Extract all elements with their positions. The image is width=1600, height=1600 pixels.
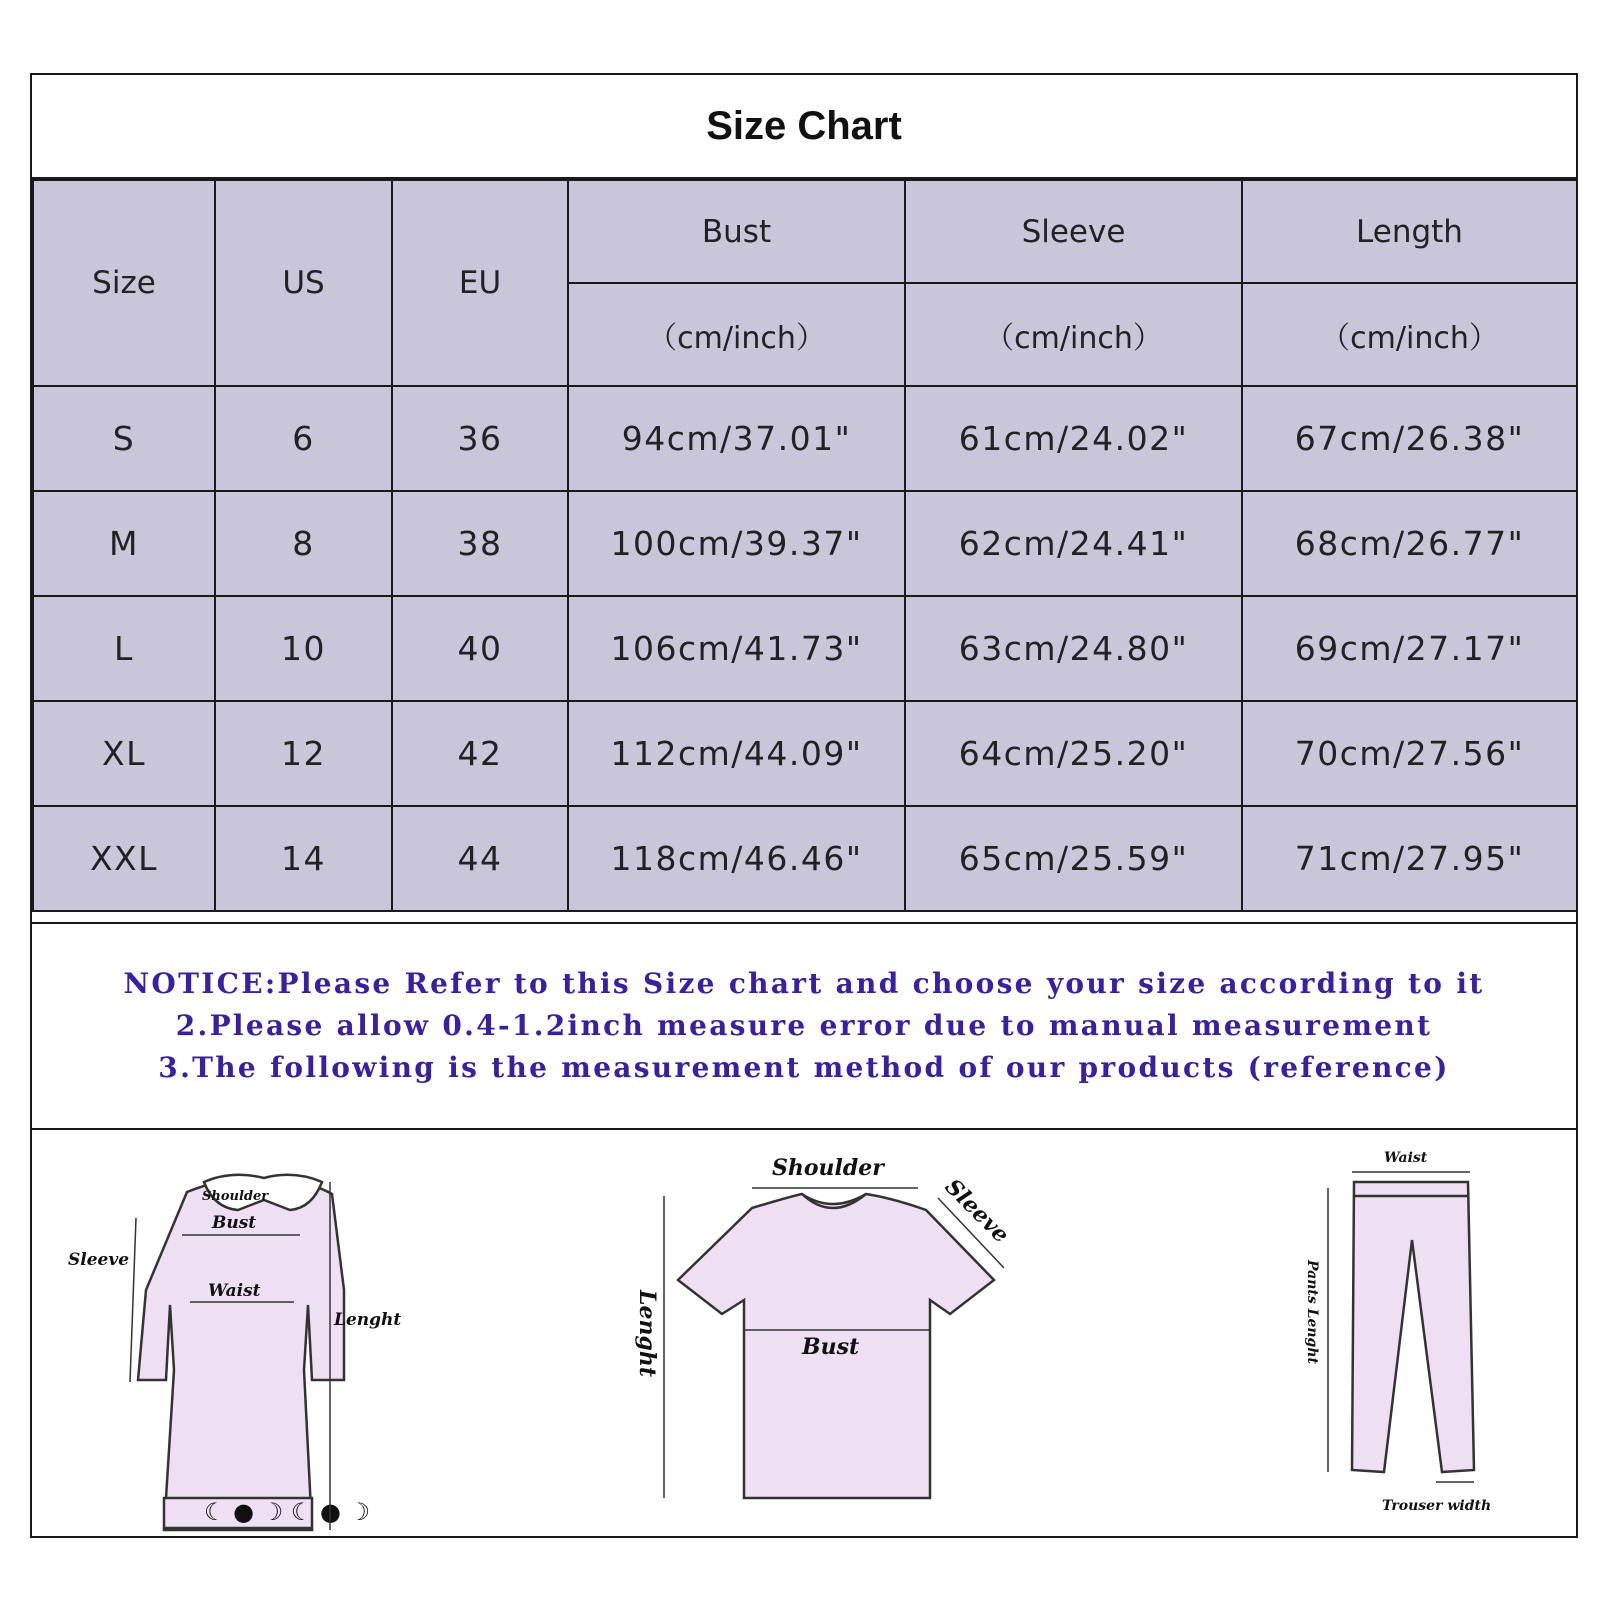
cell-length: 70cm/27.56": [1242, 701, 1577, 806]
size-table: [32, 179, 1578, 912]
cell-bust: 118cm/46.46": [568, 806, 905, 911]
notice-line-2: 2.Please allow 0.4-1.2inch measure error due to manual measurement: [175, 1009, 1433, 1042]
diagrams-svg: [32, 1130, 1576, 1538]
tshirt-bust-label: Bust: [802, 1334, 860, 1360]
cell-us: 6: [215, 386, 392, 491]
pants-width-label: Trouser width: [1382, 1498, 1492, 1514]
cell-bust: 100cm/39.37": [568, 491, 905, 596]
dress-hem-pattern: ☾ ● ☽ ☾ ● ☽: [204, 1498, 371, 1526]
dress-sleeve-line: [130, 1218, 136, 1382]
header-sleeve: Sleeve: [905, 180, 1242, 283]
dress-sleeve-label: Sleeve: [68, 1250, 130, 1270]
header-bust-unit: （cm/inch）: [568, 283, 905, 386]
table-row: [33, 491, 1577, 596]
table-row: [33, 386, 1577, 491]
dress-length-label: Lenght: [334, 1310, 402, 1330]
dress-shoulder-label: Shoulder: [202, 1189, 269, 1204]
measurement-diagrams: [32, 1130, 1576, 1538]
cell-size: L: [33, 596, 215, 701]
cell-us: 10: [215, 596, 392, 701]
pants-diagram: [1352, 1182, 1474, 1472]
cell-us: 14: [215, 806, 392, 911]
cell-length: 68cm/26.77": [1242, 491, 1577, 596]
cell-sleeve: 61cm/24.02": [905, 386, 1242, 491]
cell-sleeve: 65cm/25.59": [905, 806, 1242, 911]
cell-bust: 112cm/44.09": [568, 701, 905, 806]
cell-sleeve: 63cm/24.80": [905, 596, 1242, 701]
cell-size: XXL: [33, 806, 215, 911]
header-size: Size: [33, 180, 215, 386]
table-row: [33, 806, 1577, 911]
tshirt-sleeve-label: Sleeve: [939, 1173, 1015, 1249]
dress-bust-label: Bust: [212, 1213, 257, 1233]
cell-bust: 94cm/37.01": [568, 386, 905, 491]
dress-waist-label: Waist: [208, 1281, 261, 1301]
cell-length: 71cm/27.95": [1242, 806, 1577, 911]
cell-size: S: [33, 386, 215, 491]
cell-eu: 44: [392, 806, 568, 911]
cell-bust: 106cm/41.73": [568, 596, 905, 701]
pants-shape: [1352, 1182, 1474, 1472]
tshirt-length-label: Lenght: [634, 1290, 660, 1378]
header-length-unit: （cm/inch）: [1242, 283, 1577, 386]
header-length: Length: [1242, 180, 1577, 283]
notice-line-1: NOTICE:Please Refer to this Size chart and choose your size according to it: [123, 967, 1485, 1000]
page-title: Size Chart: [706, 103, 902, 148]
cell-size: M: [33, 491, 215, 596]
cell-length: 67cm/26.38": [1242, 386, 1577, 491]
cell-us: 12: [215, 701, 392, 806]
tshirt-shoulder-label: Shoulder: [772, 1155, 884, 1181]
cell-sleeve: 62cm/24.41": [905, 491, 1242, 596]
cell-us: 8: [215, 491, 392, 596]
size-chart-frame: [30, 73, 1578, 1538]
cell-eu: 42: [392, 701, 568, 806]
cell-length: 69cm/27.17": [1242, 596, 1577, 701]
header-us: US: [215, 180, 392, 386]
cell-sleeve: 64cm/25.20": [905, 701, 1242, 806]
table-row: [33, 596, 1577, 701]
cell-eu: 38: [392, 491, 568, 596]
cell-size: XL: [33, 701, 215, 806]
header-eu: EU: [392, 180, 568, 386]
table-row: [33, 701, 1577, 806]
notice-block: [32, 922, 1576, 1130]
header-bust: Bust: [568, 180, 905, 283]
notice-line-3: 3.The following is the measurement method of our products (reference): [158, 1051, 1450, 1084]
cell-eu: 36: [392, 386, 568, 491]
pants-length-label: Pants Lenght: [1304, 1260, 1320, 1364]
table-header-row: [33, 180, 1577, 283]
header-sleeve-unit: （cm/inch）: [905, 283, 1242, 386]
title-row: [32, 75, 1576, 179]
pants-waist-label: Waist: [1384, 1150, 1428, 1166]
cell-eu: 40: [392, 596, 568, 701]
